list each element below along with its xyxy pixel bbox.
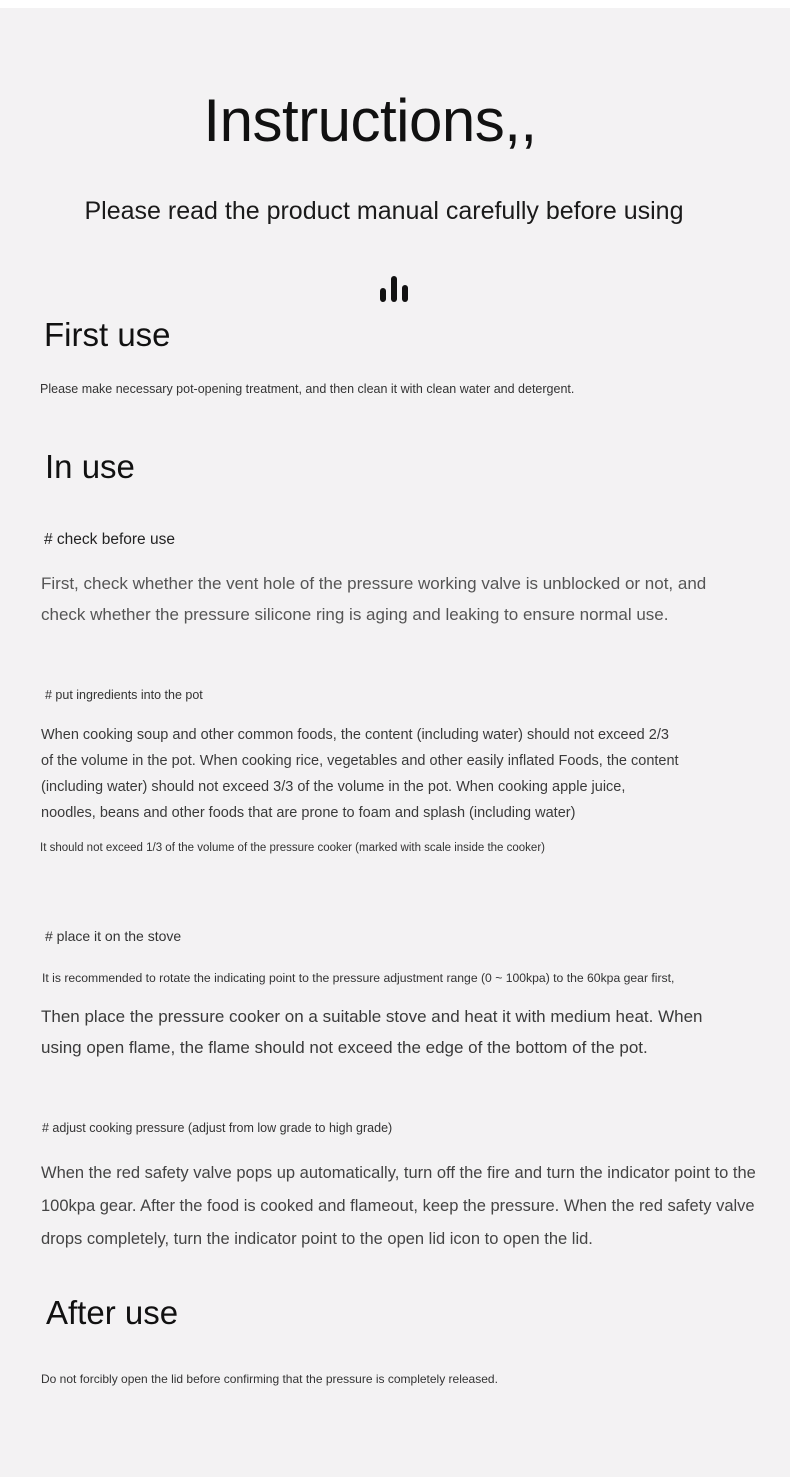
text-line: When cooking soup and other common foods, the content (including water) should not exceed 2/3	[41, 727, 669, 743]
pressure-heading: # adjust cooking pressure (adjust from low grade to high grade)	[42, 1121, 393, 1135]
stove-note: It is recommended to rotate the indicating point to the pressure adjustment range (0 ~ 100kpa) to the 60kpa gear first,	[42, 971, 675, 985]
text-line: Then place the pressure cooker on a suitable stove and heat it with medium heat. When	[41, 1007, 703, 1026]
text-line: using open flame, the flame should not exceed the edge of the bottom of the pot.	[41, 1038, 648, 1057]
page-title: Instructions,,	[203, 87, 537, 154]
check-before-use-text	[41, 568, 706, 630]
text-line: noodles, beans and other foods that are prone to foam and splash (including water)	[41, 805, 576, 821]
text-line: First, check whether the vent hole of the pressure working valve is unblocked or not, and	[41, 574, 707, 593]
stove-text	[41, 1001, 703, 1063]
first-use-heading: First use	[44, 316, 171, 353]
pressure-text	[41, 1157, 756, 1256]
page-subtitle: Please read the product manual carefully before using	[84, 197, 684, 225]
text-line: check whether the pressure silicone ring is aging and leaking to ensure normal use.	[41, 605, 669, 624]
text-line: 100kpa gear. After the food is cooked and flameout, keep the pressure. When the red safety valve	[41, 1197, 755, 1215]
text-line: of the volume in the pot. When cooking rice, vegetables and other easily inflated Foods, the content	[41, 753, 679, 769]
text-line: When the red safety valve pops up automatically, turn off the fire and turn the indicator point to the	[41, 1164, 756, 1182]
ingredients-text	[41, 722, 679, 826]
ingredients-heading: # put ingredients into the pot	[45, 688, 203, 702]
check-before-use-heading: # check before use	[44, 531, 175, 548]
first-use-text: Please make necessary pot-opening treatment, and then clean it with clean water and detergent.	[40, 382, 575, 396]
top-strip	[0, 0, 790, 8]
after-use-text: Do not forcibly open the lid before confirming that the pressure is completely released.	[41, 1372, 498, 1386]
text-line: (including water) should not exceed 3/3 of the volume in the pot. When cooking apple juice,	[41, 779, 626, 795]
after-use-heading: After use	[46, 1294, 179, 1331]
ingredients-note: It should not exceed 1/3 of the volume of the pressure cooker (marked with scale inside the cooker)	[40, 842, 545, 854]
in-use-heading: In use	[45, 448, 135, 485]
text-line: drops completely, turn the indicator point to the open lid icon to open the lid.	[41, 1230, 593, 1248]
bar-chart-icon	[380, 276, 410, 302]
stove-heading: # place it on the stove	[45, 928, 182, 944]
